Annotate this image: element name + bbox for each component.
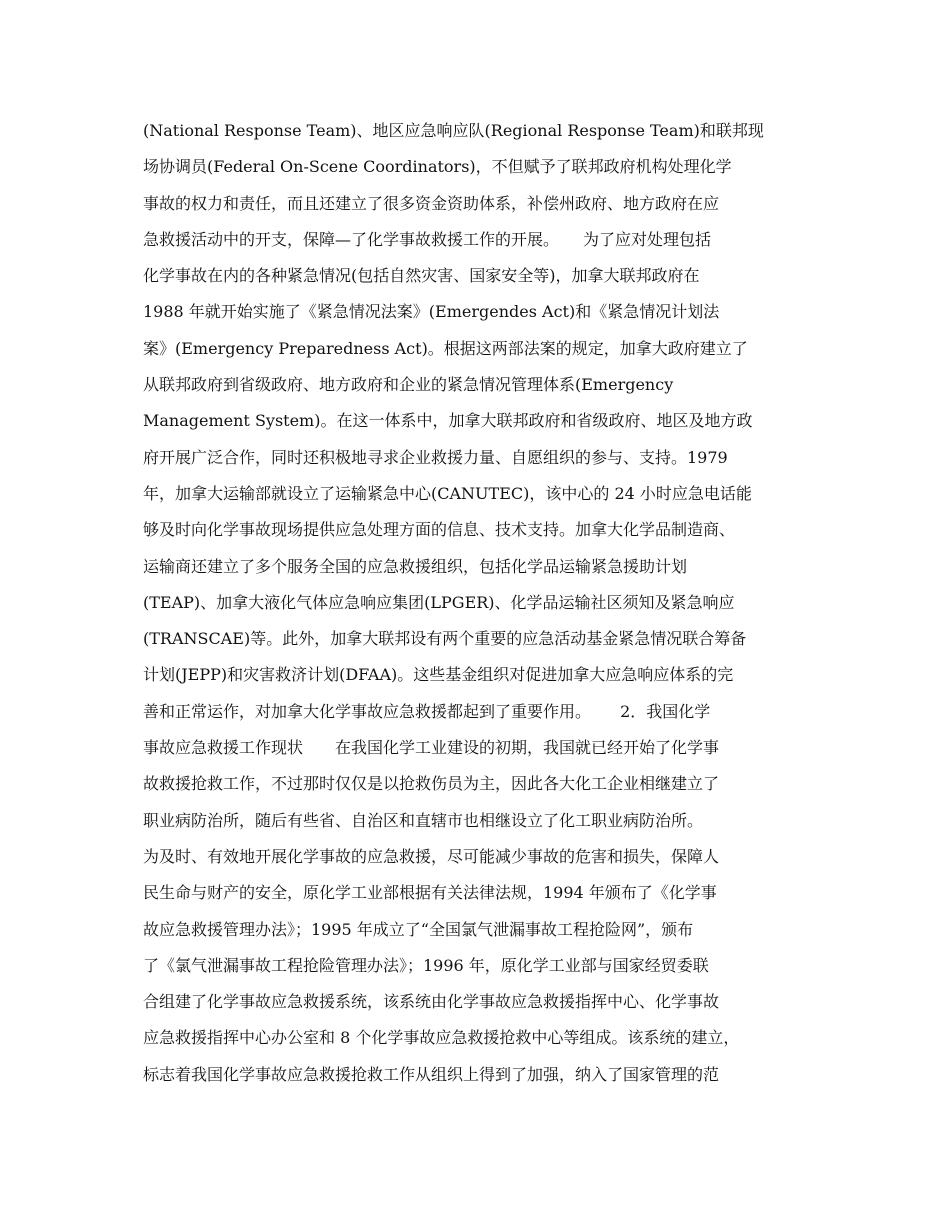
text-line: 够及时向化学事故现场提供应急处理方面的信息、技术支持。加拿大化学品制造商、 [143,520,736,540]
text-line: 应急救援指挥中心办公室和 8 个化学事故应急救援抢救中心等组成。该系统的建立， [143,1028,740,1048]
text-line: 了《氯气泄漏事故工程抢险管理办法》；1996 年，原化学工业部与国家经贸委联 [143,955,709,975]
text-line: (TEAP)、加拿大液化气体应急响应集团(LPGER)、化学品运输社区须知及紧急响应 [143,592,735,612]
text-line: 事故的权力和责任，而且还建立了很多资金资助体系，补偿州政府、地方政府在应 [143,193,720,213]
text-line: 标志着我国化学事故应急救援抢救工作从组织上得到了加强，纳入了国家管理的范 [143,1064,720,1084]
text-line: 职业病防治所，随后有些省、自治区和直辖市也相继设立了化工职业病防治所。 [143,810,704,830]
text-line: 场协调员(Federal On-Scene Coordinators)，不但赋予了联邦政府机构处理化学 [143,157,732,177]
text-line: 运输商还建立了多个服务全国的应急救援组织，包括化学品运输紧急援助计划 [143,556,688,576]
text-line: 计划(JEPP)和灾害救济计划(DFAA)。这些基金组织对促进加拿大应急响应体系的完 [143,665,734,685]
text-line: 合组建了化学事故应急救援系统，该系统由化学事故应急救援指挥中心、化学事故 [143,992,720,1012]
text-line: 年，加拿大运输部就设立了运输紧急中心(CANUTEC)，该中心的 24 小时应急电话能 [143,483,752,503]
text-line: 为及时、有效地开展化学事故的应急救援，尽可能减少事故的危害和损失，保障人 [143,846,720,866]
text-line: 急救援活动中的开支，保障—了化学事故救援工作的开展。 为了应对处理包括 [143,229,712,249]
text-line: 事故应急救援工作现状 在我国化学工业建设的初期，我国就已经开始了化学事 [143,738,720,758]
text-line: 民生命与财产的安全，原化学工业部根据有关法律法规，1994 年颁布了《化学事 [143,883,717,903]
text-line: 府开展广泛合作，同时还积极地寻求企业救援力量、自愿组织的参与、支持。1979 [143,447,728,467]
text-line: 故应急救援管理办法》；1995 年成立了“全国氯气泄漏事故工程抢险网”，颁布 [143,919,694,939]
text-line: 化学事故在内的各种紧急情况(包括自然灾害、国家安全等)，加拿大联邦政府在 [143,266,700,286]
text-line: (TRANSCAE)等。此外，加拿大联邦设有两个重要的应急活动基金紧急情况联合筹备 [143,629,747,649]
text-line: (National Response Team)、地区应急响应队(Regional Response Team)和联邦现 [143,121,764,140]
text-line: 善和正常运作，对加拿大化学事故应急救援都起到了重要作用。 2．我国化学 [143,701,711,721]
body-text [143,113,823,1093]
text-line: 从联邦政府到省级政府、地方政府和企业的紧急情况管理体系(Emergency [143,375,674,395]
text-line: 故救援抢救工作，不过那时仅仅是以抢救伤员为主，因此各大化工企业相继建立了 [143,774,720,794]
text-line: 案》(Emergency Preparedness Act)。根据这两部法案的规定，加拿大政府建立了 [143,338,748,358]
text-line: 1988 年就开始实施了《紧急情况法案》(Emergendes Act)和《紧急情况计划法 [143,302,720,322]
text-line: Management System)。在这一体系中，加拿大联邦政府和省级政府、地区及地方政 [143,411,753,431]
